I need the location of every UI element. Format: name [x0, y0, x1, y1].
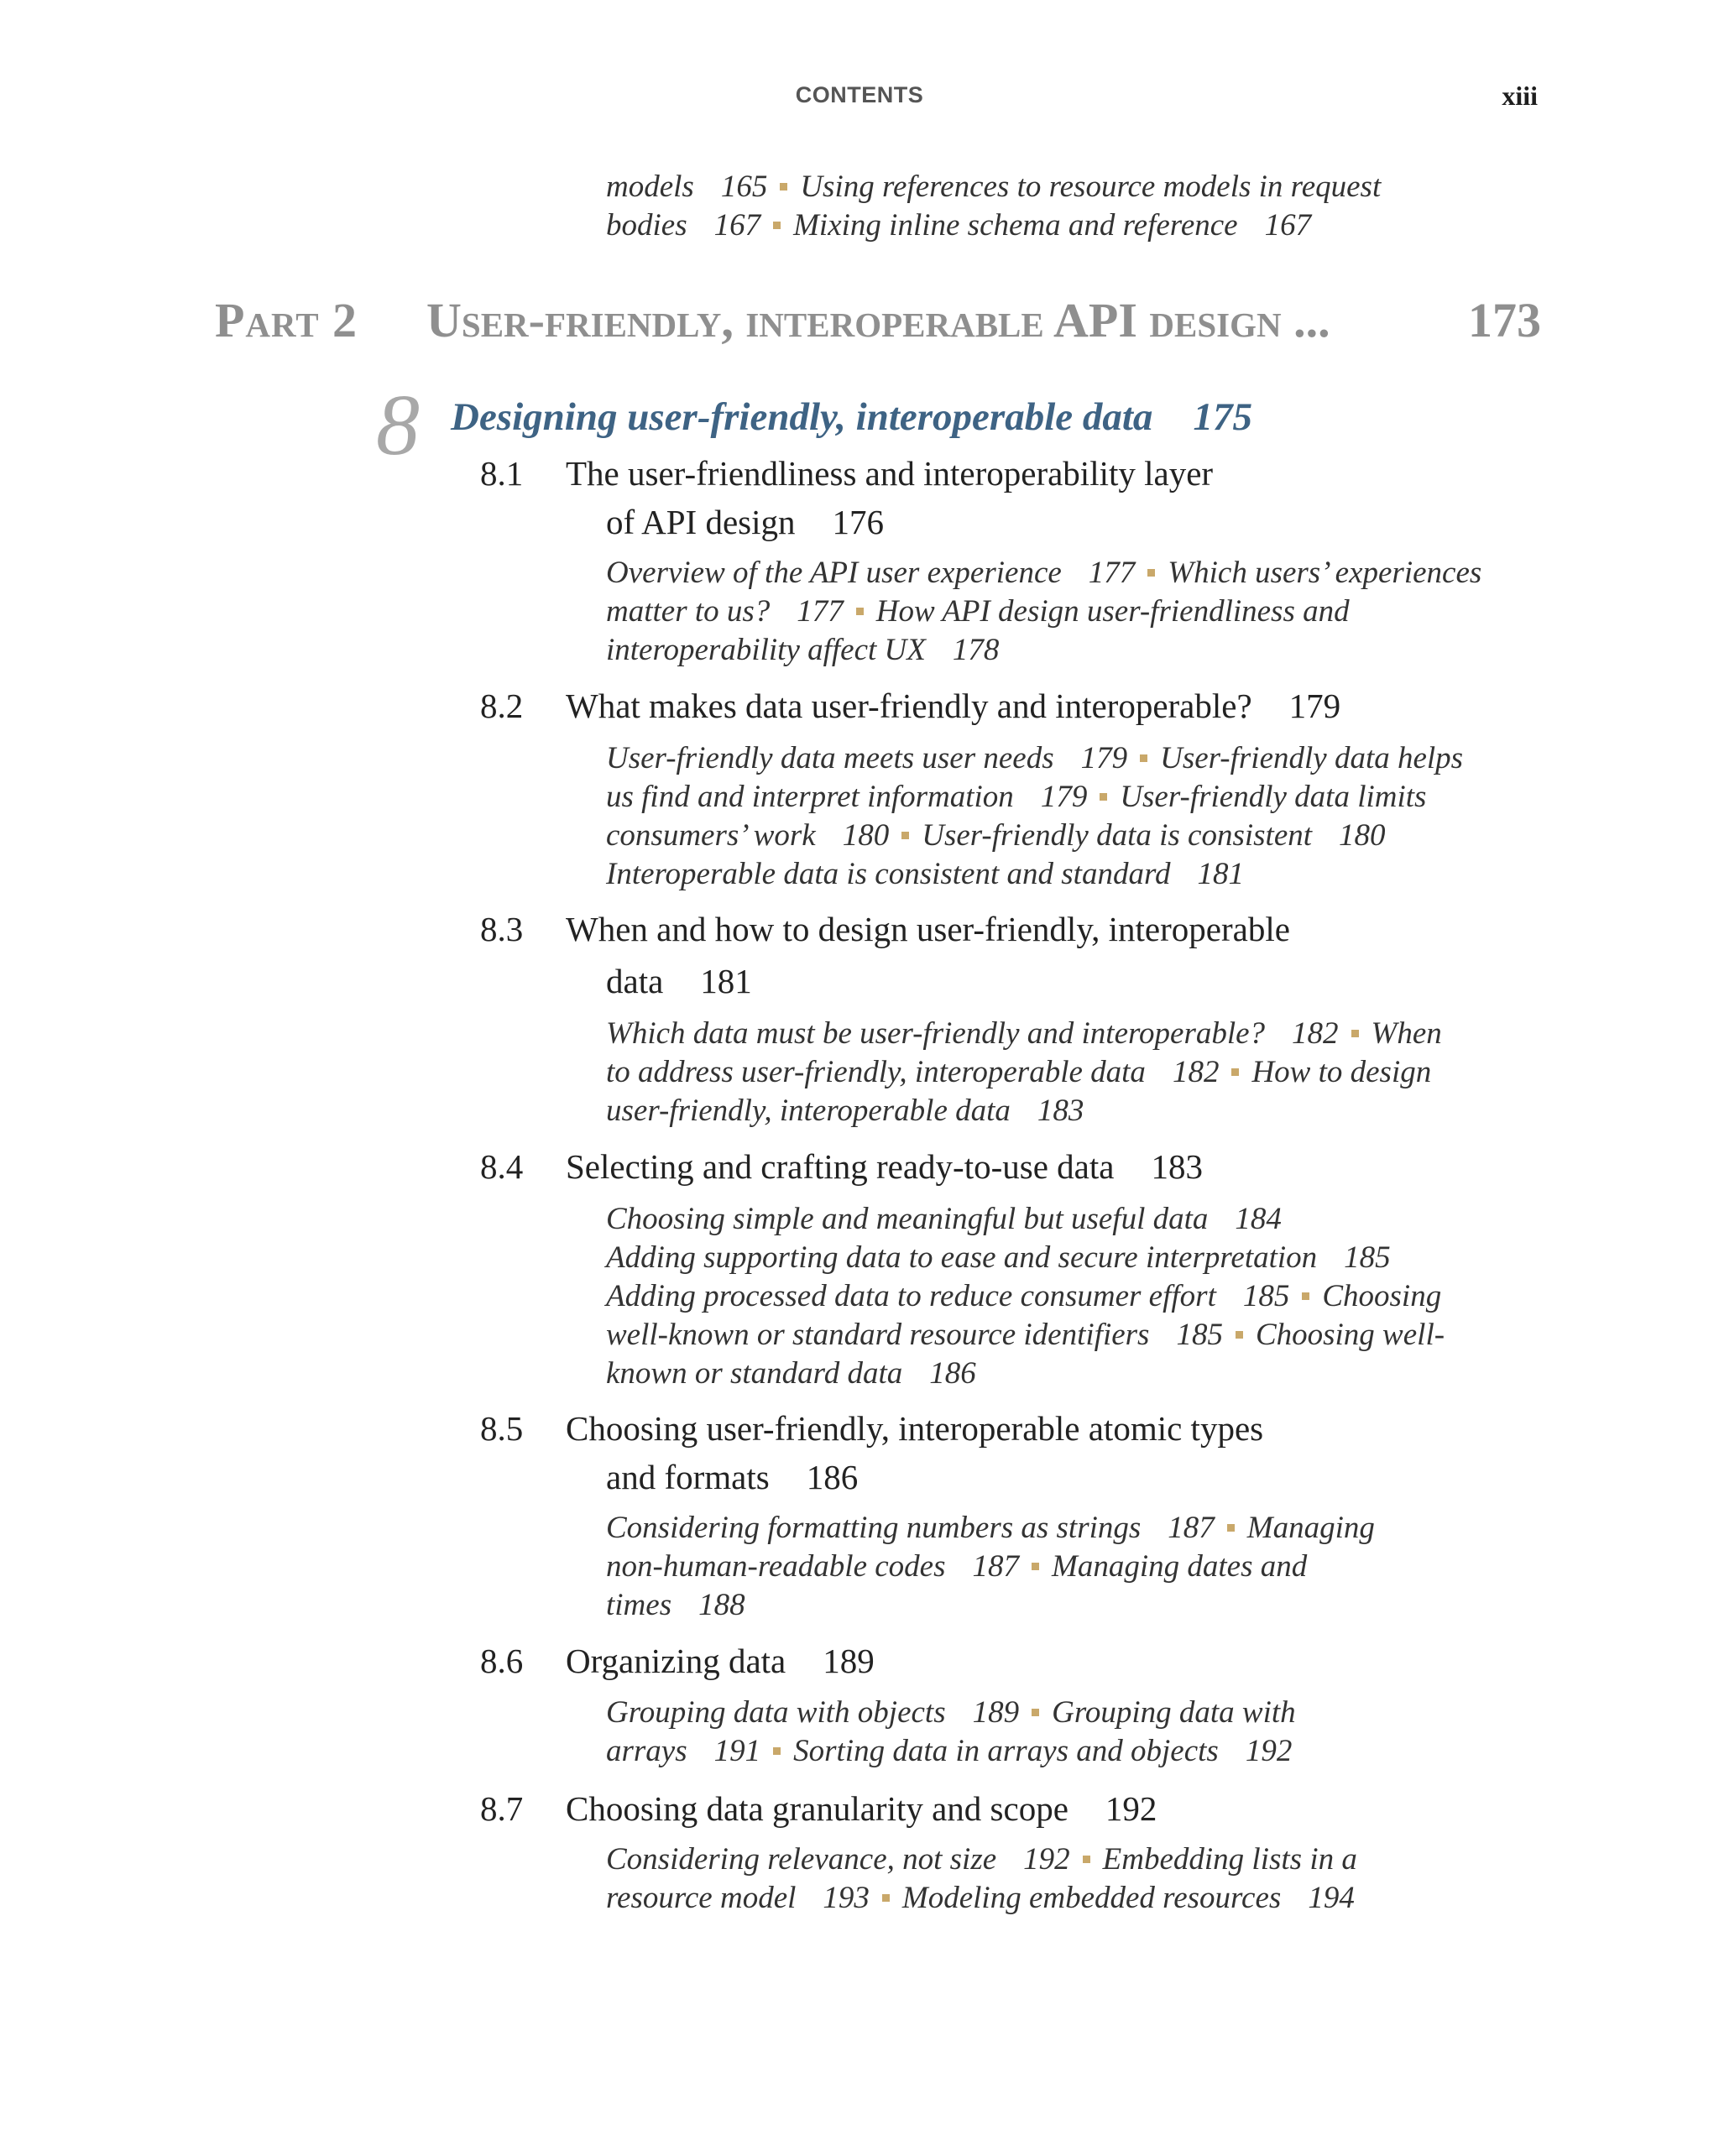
bullet-separator-icon: [1302, 1292, 1309, 1300]
toc-subentry-line: Which data must be user-friendly and interoperable? 182 When: [606, 1016, 1442, 1051]
chapter-number: 8: [376, 377, 420, 473]
toc-subentry-line: User-friendly data meets user needs 179 User-friendly data helps: [606, 741, 1464, 775]
bullet-separator-icon: [1140, 754, 1147, 762]
toc-subentry-line: known or standard data 186: [606, 1356, 976, 1391]
toc-subentries-8-2: [606, 739, 1479, 894]
bullet-separator-icon: [1032, 1709, 1039, 1716]
bullet-separator-icon: [780, 183, 787, 191]
part-title: User-friendly, interoperable API design ...: [426, 293, 1330, 347]
toc-subentries-8-6: [606, 1694, 1479, 1771]
running-header-title: CONTENTS: [795, 82, 924, 107]
bullet-separator-icon: [882, 1894, 890, 1902]
chapter-title: Designing user-friendly, interoperable data: [451, 395, 1153, 439]
toc-subentry-line: Choosing simple and meaningful but useful data 184: [606, 1202, 1282, 1236]
toc-subentry-line: us find and interpret information 179 User-friendly data limits: [606, 780, 1427, 814]
bullet-separator-icon: [773, 1747, 781, 1755]
bullet-separator-icon: [1236, 1331, 1243, 1339]
bullet-separator-icon: [1227, 1524, 1235, 1532]
toc-subentry-line: Grouping data with objects 189 Grouping data with: [606, 1695, 1296, 1730]
bullet-separator-icon: [1231, 1068, 1239, 1076]
toc-subentry-line: models 165 Using references to resource models in request: [606, 170, 1382, 204]
toc-subentry-line: bodies 167 Mixing inline schema and reference 167: [606, 208, 1312, 243]
toc-subentry-line: well-known or standard resource identifiers 185 Choosing well-: [606, 1318, 1445, 1352]
toc-subentry-line: Adding processed data to reduce consumer effort 185 Choosing: [606, 1279, 1442, 1313]
toc-subentries-8-3: [606, 1015, 1479, 1130]
toc-subentry-line: Considering relevance, not size 192 Embedding lists in a: [606, 1842, 1357, 1877]
page-number: xiii: [1502, 81, 1538, 111]
toc-subentries-8-1: [606, 554, 1482, 670]
toc-subentry-line: consumers’ work 180 User-friendly data is consistent 180: [606, 818, 1386, 853]
part-label: Part 2: [215, 293, 358, 347]
part-page: 173: [1468, 293, 1541, 347]
bullet-separator-icon: [773, 222, 781, 229]
toc-subentries-8-5: [606, 1509, 1479, 1625]
bullet-separator-icon: [856, 608, 864, 615]
carryover-block: [606, 168, 1479, 245]
toc-subentry-line: Interoperable data is consistent and standard 181: [606, 857, 1244, 891]
chapter-heading: [451, 394, 1252, 440]
toc-subentry-line: Considering formatting numbers as strings 187 Managing: [606, 1511, 1375, 1545]
bullet-separator-icon: [1100, 793, 1107, 801]
bullet-separator-icon: [1032, 1563, 1039, 1570]
toc-subentry-line: times 188: [606, 1588, 745, 1622]
toc-subentry-line: Overview of the API user experience 177 Which users’ experiences: [606, 556, 1482, 590]
toc-subentry-line: interoperability affect UX 178: [606, 633, 1000, 667]
bullet-separator-icon: [1083, 1856, 1090, 1863]
chapter-page: 175: [1193, 395, 1252, 439]
toc-subentry-line: matter to us? 177 How API design user-friendliness and: [606, 594, 1350, 629]
part-heading: [215, 292, 1541, 348]
toc-subentry-line: resource model 193 Modeling embedded resources 194: [606, 1881, 1355, 1915]
toc-subentry-line: arrays 191 Sorting data in arrays and objects 192: [606, 1734, 1293, 1768]
toc-subentries-8-4: [606, 1200, 1479, 1393]
bullet-separator-icon: [901, 832, 909, 839]
toc-subentry-line: non-human-readable codes 187 Managing dates and: [606, 1549, 1308, 1584]
bullet-separator-icon: [1147, 569, 1155, 577]
bullet-separator-icon: [1351, 1030, 1359, 1037]
toc-subentry-line: to address user-friendly, interoperable data 182 How to design: [606, 1055, 1432, 1089]
toc-subentry-line: Adding supporting data to ease and secure interpretation 185: [606, 1240, 1391, 1275]
toc-subentries-8-7: [606, 1840, 1479, 1918]
toc-subentry-line: user-friendly, interoperable data 183: [606, 1094, 1084, 1128]
